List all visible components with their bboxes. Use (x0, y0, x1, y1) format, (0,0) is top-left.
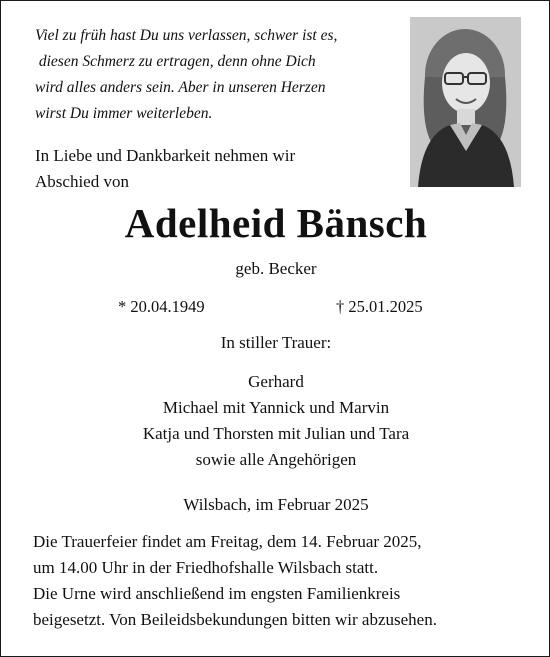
deceased-name: Adelheid Bänsch (124, 200, 428, 246)
mourner-line: Katja und Thorsten mit Julian und Tara (142, 424, 410, 443)
poem-line: diesen Schmerz zu ertragen, denn ohne Dich (35, 53, 316, 70)
death-date: † 25.01.2025 (336, 297, 423, 316)
poem-line: wird alles anders sein. Aber in unseren Herzen (35, 79, 326, 96)
mourner-line: Gerhard (248, 372, 304, 391)
mourning-heading: In stiller Trauer: (220, 333, 332, 352)
funeral-notice (33, 529, 437, 633)
mourner-line: sowie alle Angehörigen (195, 450, 357, 469)
poem-line: Viel zu früh hast Du uns verlassen, schwer ist es, (35, 27, 338, 44)
mourners-list (1, 369, 550, 473)
notice-line: um 14.00 Uhr in der Friedhofshalle Wilsbach statt. (33, 558, 379, 577)
intro-line: In Liebe und Dankbarkeit nehmen wir (35, 146, 296, 165)
intro-text (35, 143, 295, 195)
notice-line: Die Urne wird anschließend im engsten Familienkreis (33, 584, 401, 603)
maiden-name: geb. Becker (235, 259, 317, 278)
portrait-photo (410, 17, 521, 187)
portrait-photo-image (410, 17, 521, 187)
birth-date: * 20.04.1949 (118, 297, 205, 316)
poem-line: wirst Du immer weiterleben. (35, 105, 213, 122)
intro-line: Abschied von (35, 172, 129, 191)
mourner-line: Michael mit Yannick und Marvin (162, 398, 390, 417)
notice-line: Die Trauerfeier findet am Freitag, dem 14. Februar 2025, (33, 532, 422, 551)
place-date: Wilsbach, im Februar 2025 (183, 495, 369, 514)
memorial-poem (35, 23, 405, 127)
notice-line: beigesetzt. Von Beileidsbekundungen bitten wir abzusehen. (33, 610, 437, 629)
